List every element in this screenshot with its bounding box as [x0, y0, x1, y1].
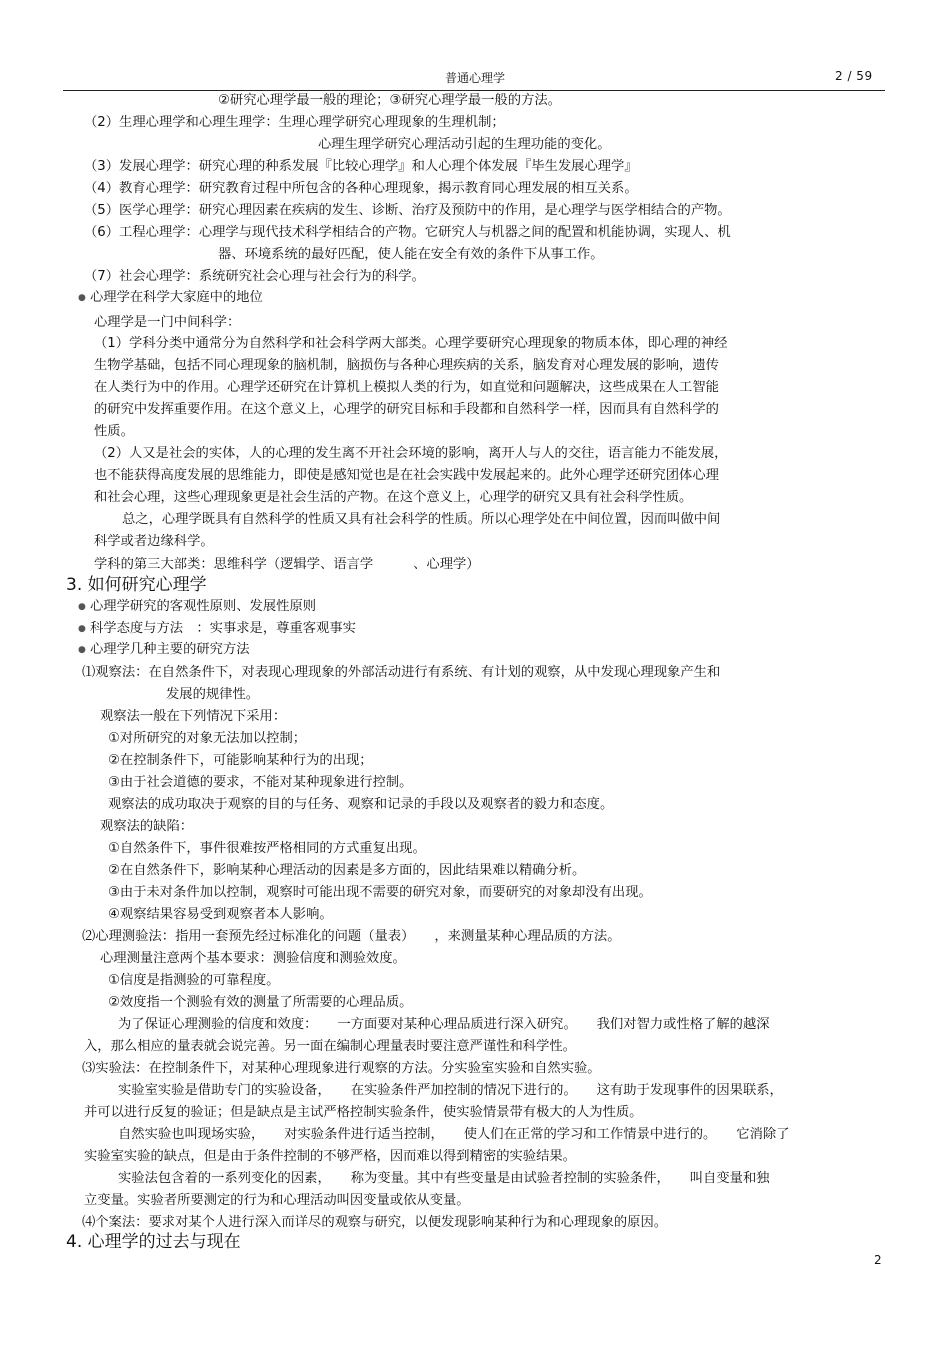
text-line: 学科的第三大部类：思维科学（逻辑学、语言学 、心理学）: [94, 557, 480, 572]
text-line: 生物学基础，包括不同心理现象的脑机制，脑损伤与各种心理疾病的关系，脑发育对心理发展的影响，遗传: [94, 358, 719, 373]
bullet-item: [78, 598, 316, 616]
bullet-dot-icon: ●: [78, 624, 86, 634]
text-line: （6）工程心理学：心理学与现代技术科学相结合的产物。它研究人与机器之间的配置和机能协调，实现人、机: [84, 225, 731, 240]
text-line: ⑶实验法：在控制条件下，对某种心理现象进行观察的方法。分实验室实验和自然实验。: [82, 1061, 601, 1076]
text-line: 器、环境系统的最好匹配，使人能在安全有效的条件下从事工作。: [218, 247, 604, 262]
text-line: 实验室实验的缺点，但是由于条件控制的不够严格，因而难以得到精密的实验结果。: [84, 1149, 576, 1164]
text-line: （3）发展心理学：研究心理的种系发展『比较心理学』和人心理个体发展『毕生发展心理学』: [84, 159, 638, 174]
text-line: （1）学科分类中通常分为自然科学和社会科学两大部类。心理学要研究心理现象的物质本体，即心理的神经: [94, 336, 728, 351]
text-line: （2）人又是社会的实体，人的心理的发生离不开社会环境的影响，离开人与人的交往，语言能力不能发展，: [94, 446, 728, 461]
text-line: ③由于未对条件加以控制，观察时可能出现不需要的研究对象，而要研究的对象却没有出现。: [108, 885, 652, 900]
bullet-item: [78, 289, 263, 307]
bullet-item: [78, 620, 356, 638]
text-line: ①信度是指测验的可靠程度。: [108, 973, 280, 988]
text-line: 心理生理学研究心理活动引起的生理功能的变化。: [318, 137, 611, 152]
text-line: 并可以进行反复的验证；但是缺点是主试严格控制实验条件，使实验情景带有极大的人为性质。: [84, 1105, 643, 1120]
text-line: （5）医学心理学：研究心理因素在疾病的发生、诊断、治疗及预防中的作用，是心理学与医学相结合的产物。: [84, 203, 731, 218]
text-line: ⑴观察法：在自然条件下，对表现心理现象的外部活动进行有系统、有计划的观察，从中发现心理现象产生和: [82, 665, 721, 680]
bullet-dot-icon: ●: [78, 645, 86, 655]
text-line: （4）教育心理学：研究教育过程中所包含的各种心理现象，揭示教育同心理发展的相互关系。: [84, 181, 638, 196]
footer-page-number: 2: [874, 1253, 882, 1267]
text-line: 观察法一般在下列情况下采用：: [100, 709, 287, 724]
text-line: 实验法包含着的一系列变化的因素， 称为变量。其中有些变量是由试验者控制的实验条件， 叫自变量和独: [118, 1171, 770, 1186]
text-line: ①对所研究的对象无法加以控制；: [108, 731, 307, 746]
text-line: 观察法的成功取决于观察的目的与任务、观察和记录的手段以及观察者的毅力和态度。: [108, 797, 614, 812]
running-header-title: 普通心理学: [444, 71, 505, 85]
text-line: ⑵心理测验法：指用一套预先经过标准化的问题（量表） ，来测量某种心理品质的方法。: [82, 929, 621, 944]
text-line: （2）生理心理学和心理生理学：生理心理学研究心理现象的生理机制；: [84, 115, 505, 130]
text-line: ②在控制条件下，可能影响某种行为的出现；: [108, 753, 373, 768]
text-line: 心理学是一门中间科学：: [94, 315, 241, 330]
text-line: 入，那么相应的量表就会说完善。另一面在编制心理量表时要注意严谨性和科学性。: [84, 1039, 576, 1054]
text-line: 和社会心理，这些心理现象更是社会生活的产物。在这个意义上，心理学的研究又具有社会科学性质。: [94, 490, 693, 505]
text-line: ⑷个案法：要求对某个人进行深入而详尽的观察与研究，以便发现影响某种行为和心理现象的原因。: [82, 1215, 668, 1230]
text-line: 性质。: [94, 424, 134, 439]
text-line: 实验室实验是借助专门的实验设备， 在实验条件严加控制的情况下进行的。 这有助于发现事件的因果联系，: [118, 1083, 783, 1098]
text-line: ④观察结果容易受到观察者本人影响。: [108, 907, 333, 922]
bullet-dot-icon: ●: [78, 293, 86, 303]
text-line: 立变量。实验者所要测定的行为和心理活动叫因变量或依从变量。: [84, 1193, 470, 1208]
bullet-dot-icon: ●: [78, 602, 86, 612]
bullet-item: [78, 641, 250, 659]
text-line: 总之，心理学既具有自然科学的性质又具有社会科学的性质。所以心理学处在中间位置，因而叫做中间: [122, 512, 721, 527]
text-line: 心理测量注意两个基本要求：测验信度和测验效度。: [100, 951, 406, 966]
text-line: ③由于社会道德的要求，不能对某种现象进行控制。: [108, 775, 413, 790]
bullet-text: 科学态度与方法 ：实事求是，尊重客观事实: [90, 621, 356, 636]
text-line: 科学或者边缘科学。: [94, 534, 214, 549]
page-indicator: 2 / 59: [835, 69, 873, 83]
text-line: 在人类行为中的作用。心理学还研究在计算机上模拟人类的行为，如直觉和问题解决，这些成果在人工智能: [94, 380, 719, 395]
bullet-text: 心理学在科学大家庭中的地位: [90, 290, 263, 305]
text-line: ②研究心理学最一般的理论；③研究心理学最一般的方法。: [218, 93, 561, 108]
section-heading: 3. 如何研究心理学: [66, 575, 207, 595]
text-line: 为了保证心理测验的信度和效度： 一方面要对某种心理品质进行深入研究。 我们对智力或性格了解的越深: [118, 1017, 770, 1032]
text-line: 观察法的缺陷：: [100, 819, 194, 834]
text-line: （7）社会心理学：系统研究社会心理与社会行为的科学。: [84, 269, 425, 284]
text-line: 自然实验也叫现场实验， 对实验条件进行适当控制， 使人们在正常的学习和工作情景中进行的。 它消除了: [118, 1127, 790, 1142]
section-heading: 4. 心理学的过去与现在: [66, 1232, 241, 1252]
text-line: 的研究中发挥重要作用。在这个意义上，心理学的研究目标和手段都和自然科学一样，因而具有自然科学的: [94, 402, 719, 417]
bullet-text: 心理学研究的客观性原则、发展性原则: [90, 599, 317, 614]
text-line: ②效度指一个测验有效的测量了所需要的心理品质。: [108, 995, 413, 1010]
bullet-text: 心理学几种主要的研究方法: [90, 642, 250, 657]
text-line: ①自然条件下，事件很难按严格相同的方式重复出现。: [108, 841, 426, 856]
text-line: ②在自然条件下，影响某种心理活动的因素是多方面的，因此结果难以精确分析。: [108, 863, 586, 878]
text-line: 也不能获得高度发展的思维能力，即使是感知觉也是在社会实践中发展起来的。此外心理学还研究团体心理: [94, 468, 719, 483]
text-line: 发展的规律性。: [166, 687, 260, 702]
header-rule: [63, 90, 885, 91]
